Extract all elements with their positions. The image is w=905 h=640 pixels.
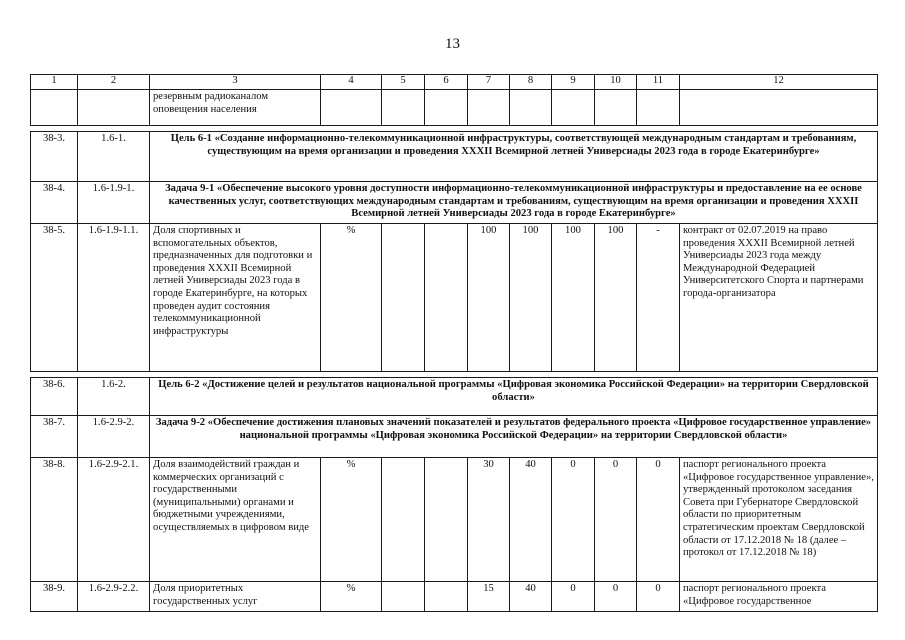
indicator-row [31,458,878,582]
cell [637,90,680,126]
column-number: 5 [382,75,425,90]
row-number: 38-8. [31,458,78,582]
value-c8: 100 [510,224,552,372]
cell [595,90,637,126]
goal-text: Задача 9-1 «Обеспечение высокого уровня доступности информационно-телекоммуникационной инфраструктуры и предоставление на ее основе качественных услуг, соответствующих международным стандартам и требованиям, существующим на время организации и проведения XXXII Всемирной летней Универсиады 2023 года в городе Екатеринбурге» [150,182,878,224]
row-number: 38-5. [31,224,78,372]
source-document: контракт от 02.07.2019 на право проведения XXXII Всемирной летней Универсиады 2023 года между Международной Федерацией Университетского Спорта и партнерами города-организатора [680,224,878,372]
goal-row [31,416,878,458]
column-number: 6 [425,75,468,90]
goal-row [31,378,878,416]
value-c5 [382,224,425,372]
column-number: 3 [150,75,321,90]
value-c8: 40 [510,582,552,612]
cell [552,90,595,126]
unit: % [321,582,382,612]
column-number: 12 [680,75,878,90]
value-c7: 30 [468,458,510,582]
cell [468,90,510,126]
column-number: 8 [510,75,552,90]
goal-text: Цель 6-2 «Достижение целей и результатов национальной программы «Цифровая экономика Российской Федерации» на территории Свердловской области» [150,378,878,416]
value-c11: 0 [637,582,680,612]
row-number: 38-4. [31,182,78,224]
column-number: 2 [78,75,150,90]
value-c11: - [637,224,680,372]
column-number: 1 [31,75,78,90]
column-number: 7 [468,75,510,90]
cell [510,90,552,126]
goal-text: Задача 9-2 «Обеспечение достижения плановых значений показателей и результатов федерального проекта «Цифровое государственное управление» национальной программы «Цифровая экономика Российской Федерации» на территории Свердловской области» [150,416,878,458]
value-c9: 0 [552,458,595,582]
value-c6 [425,458,468,582]
value-c6 [425,224,468,372]
row-number: 38-6. [31,378,78,416]
row-code: 1.6-2.9-2.2. [78,582,150,612]
cell [382,90,425,126]
goal-text: Цель 6-1 «Создание информационно-телекоммуникационной инфраструктуры, соответствующей международным стандартам и требованиям, существующим на время организации и проведения XXXII Всемирной летней Универсиады 2023 года в городе Екатеринбурге» [150,132,878,182]
value-c5 [382,458,425,582]
column-number: 11 [637,75,680,90]
source-document: паспорт регионального проекта «Цифровое государственное [680,582,878,612]
value-c8: 40 [510,458,552,582]
indicator-name: резервным радиоканалом оповещения населения [150,90,321,126]
unit: % [321,224,382,372]
value-c6 [425,582,468,612]
column-number: 10 [595,75,637,90]
indicators-table [30,74,878,612]
cell [321,90,382,126]
column-number: 4 [321,75,382,90]
value-c10: 0 [595,458,637,582]
row-code: 1.6-2.9-2.1. [78,458,150,582]
value-c5 [382,582,425,612]
row-code: 1.6-1.9-1.1. [78,224,150,372]
indicator-name: Доля спортивных и вспомогательных объектов, предназначенных для подготовки и проведения XXXII Всемирной летней Универсиады 2023 года в городе Екатеринбурге, на которых проведен аудит состояния телекоммуникационной инфраструктуры [150,224,321,372]
value-c7: 15 [468,582,510,612]
page-number: 13 [445,36,460,52]
row-number: 38-7. [31,416,78,458]
goal-row [31,132,878,182]
indicator-name: Доля приоритетных государственных услуг [150,582,321,612]
indicator-row [31,224,878,372]
indicator-name: Доля взаимодействий граждан и коммерческих организаций с государственными (муниципальными) органами и бюджетными учреждениями, осуществляемых в цифровом виде [150,458,321,582]
value-c11: 0 [637,458,680,582]
column-number: 9 [552,75,595,90]
value-c10: 0 [595,582,637,612]
row-number: 38-3. [31,132,78,182]
value-c7: 100 [468,224,510,372]
cell [425,90,468,126]
row-number: 38-9. [31,582,78,612]
row-code: 1.6-1. [78,132,150,182]
column-number-row [31,75,878,90]
cell [680,90,878,126]
row-code: 1.6-2.9-2. [78,416,150,458]
source-document: паспорт регионального проекта «Цифровое государственное управление», утвержденный протоколом заседания Совета при Губернаторе Свердловской области по приоритетным стратегическим проектам Свердловской области от 17.12.2018 № 18 (далее – протокол от 17.12.2018 № 18) [680,458,878,582]
unit: % [321,458,382,582]
row-code: 1.6-1.9-1. [78,182,150,224]
value-c9: 100 [552,224,595,372]
continuation-row [31,90,878,126]
indicator-row [31,582,878,612]
row-code: 1.6-2. [78,378,150,416]
cell [78,90,150,126]
value-c10: 100 [595,224,637,372]
value-c9: 0 [552,582,595,612]
goal-row [31,182,878,224]
cell [31,90,78,126]
